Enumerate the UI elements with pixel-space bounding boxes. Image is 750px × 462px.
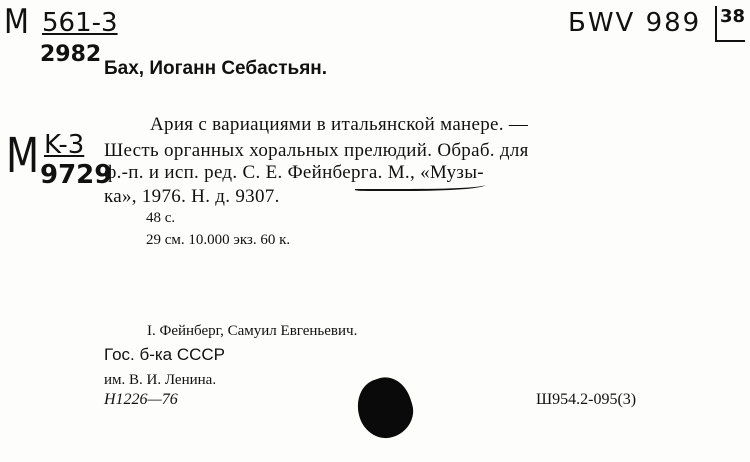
title-line-2: Шесть органных хоральных прелюдий. Обраб. для	[104, 140, 529, 161]
tracing-line: I. Фейнберг, Самуил Евгеньевич.	[147, 323, 358, 339]
bwv-cipher: БWV 989	[568, 8, 702, 38]
library-line-1: Гос. б-ка СССР	[104, 345, 226, 364]
shelf-mark-1: 561-3	[42, 8, 118, 38]
shelf-letter-2: M	[6, 128, 40, 184]
shelf-mark-2: K-3	[44, 130, 85, 160]
format-line: 29 см. 10.000 экз. 60 к.	[146, 232, 291, 248]
handwritten-underline	[355, 181, 485, 191]
shelf-number-1: 2982	[40, 42, 102, 67]
classification-code: Ш954.2-095(3)	[536, 391, 637, 408]
page-count: 48 с.	[146, 210, 176, 226]
cipher-box: 38	[715, 6, 745, 42]
library-line-2: им. В. И. Ленина.	[104, 372, 217, 388]
title-line-4: ка», 1976. Н. д. 9307.	[104, 186, 280, 207]
shelf-number-2: 9729	[40, 160, 113, 190]
ink-blot	[350, 371, 420, 445]
card-number: Н1226—76	[104, 391, 178, 408]
title-line-1: Ария с вариациями в итальянской манере. —	[150, 114, 529, 135]
shelf-letter-1: M	[4, 2, 29, 42]
author-heading: Бах, Иоганн Себастьян.	[104, 58, 328, 79]
title-line-3: ф.-п. и исп. ред. С. Е. Фейнберга. М., «Музы-	[104, 162, 484, 183]
